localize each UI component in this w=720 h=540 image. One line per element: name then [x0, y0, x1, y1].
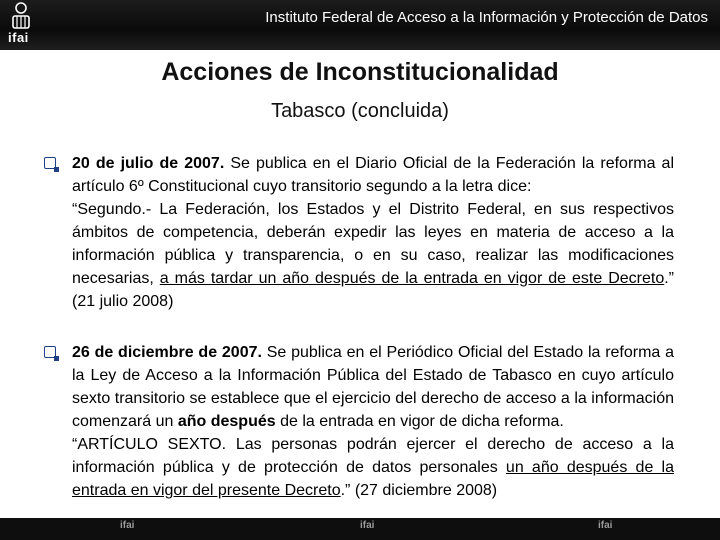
footer-bar	[0, 518, 720, 540]
bullet-text	[44, 341, 674, 502]
logo-text: ifai	[8, 30, 29, 45]
bullet-date: 26 de diciembre de 2007.	[72, 344, 262, 361]
quote-underlined: un año después de la entrada en vigor del presente Decreto	[72, 459, 674, 499]
square-bullet-icon	[44, 346, 56, 358]
quote-end: .” (21 julio 2008)	[72, 270, 675, 310]
header-bar	[0, 0, 720, 50]
quote-underlined: a más tardar un año después de la entrada en vigor de este Decreto	[159, 270, 665, 287]
bullet-item-2	[44, 341, 674, 502]
bullet-item-1	[44, 152, 674, 313]
slide-subtitle: Tabasco (concluida)	[271, 100, 449, 122]
quote-text: “ARTÍCULO SEXTO. Las personas podrán ejercer el derecho de acceso a la información pública y de protección de datos personales	[72, 436, 674, 476]
bullet-body-end: de la entrada en vigor de dicha reforma.	[275, 413, 564, 430]
bullet-body: Se publica en el Diario Oficial de la Federación la reforma al artículo 6º Constitucional cuyo transitorio segundo a la letra dice:	[72, 155, 675, 195]
quote-text: “Segundo.- La Federación, los Estados y el Distrito Federal, en sus respectivos ámbitos de competencia, deberán expedir las leyes en materia de acceso a la información pública y transparencia, o en su caso, realizar las modificaciones necesarias,	[72, 201, 674, 287]
square-bullet-icon	[44, 157, 56, 169]
organization-name: Instituto Federal de Acceso a la Información y Protección de Datos	[265, 9, 708, 26]
slide-title: Acciones de Inconstitucionalidad	[161, 58, 559, 86]
footer-watermark: ifai	[120, 520, 135, 531]
bullet-date: 20 de julio de 2007.	[72, 155, 225, 172]
footer-watermark: ifai	[598, 520, 613, 531]
bullet-emphasis: año después	[177, 413, 276, 430]
bullet-text	[44, 152, 674, 313]
bullet-body: Se publica en el Periódico Oficial del Estado la reforma a la Ley de Acceso a la Información Pública del Estado de Tabasco en cuyo artículo sexto transitorio se establece que el ejercicio del derecho de acceso a la información comenzará un	[72, 344, 675, 430]
quote-end: .” (27 diciembre 2008)	[340, 482, 498, 499]
footer-watermark: ifai	[360, 520, 375, 531]
